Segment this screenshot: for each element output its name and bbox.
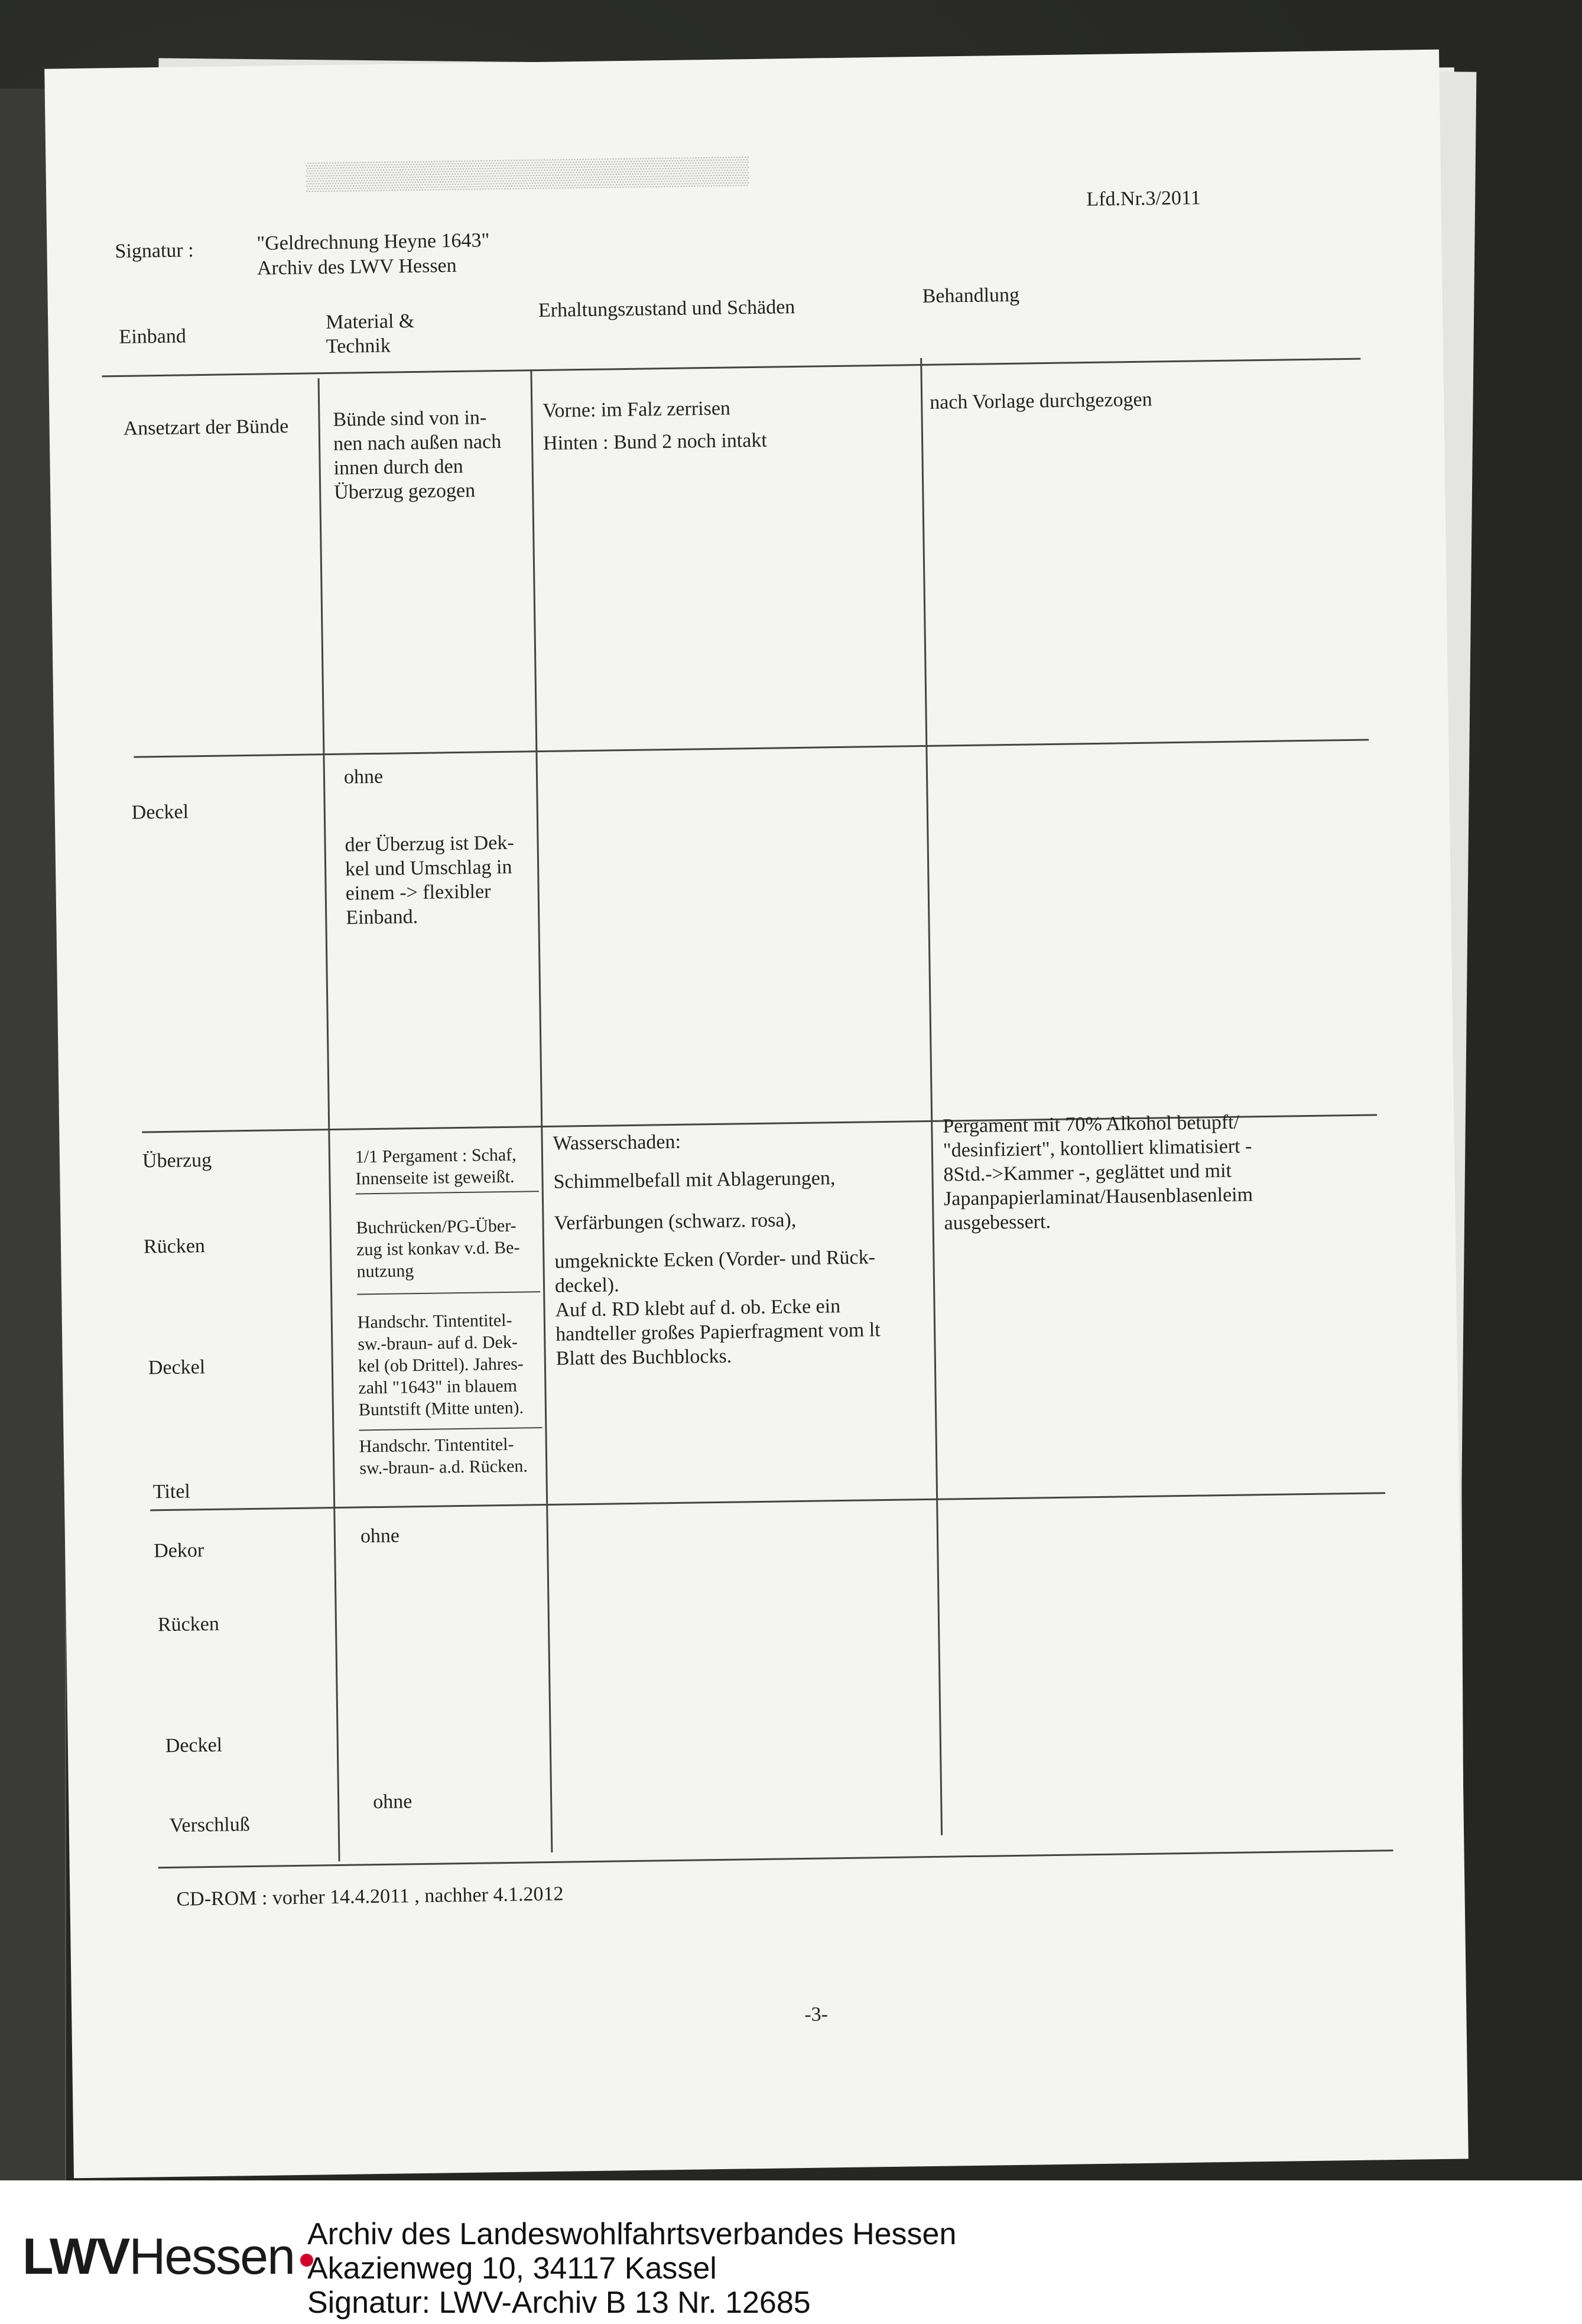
lfd-number: Lfd.Nr.3/2011 [1086, 187, 1201, 211]
row-dekor-label: Dekor [153, 1539, 204, 1562]
row-rule-1 [134, 739, 1369, 758]
schaden-2: Schimmelbefall mit Ablagerungen, [553, 1167, 836, 1193]
row-ruecken-label: Rücken [143, 1235, 206, 1258]
signatur-label: Signatur : [115, 239, 194, 263]
material-subrule-3 [359, 1427, 542, 1431]
column-rule-1 [318, 378, 340, 1861]
row-deckel-label: Deckel [131, 801, 189, 824]
archive-line: Archiv des LWV Hessen [256, 254, 457, 279]
bleed-through: ▒▒▒▒▒▒▒▒▒▒▒▒▒▒▒▒▒▒▒▒▒▒▒ [306, 154, 749, 191]
row-ansetzart-material: Bünde sind von in- nen nach außen nach innen durch den Überzug gezogen [333, 407, 502, 503]
header-zustand: Erhaltungszustand und Schäden [538, 295, 795, 322]
column-rule-2 [530, 369, 553, 1852]
schaden-1: Wasserschaden: [553, 1130, 681, 1155]
footer-line-3: Signatur: LWV-Archiv B 13 Nr. 12685 [307, 2286, 811, 2320]
cdrom-line: CD-ROM : vorher 14.4.2011 , nachher 4.1.2012 [176, 1883, 564, 1910]
row-ueberzug-material: 1/1 Pergament : Schaf, Innenseite ist geweißt. [355, 1145, 516, 1189]
row-deckel2-label: Deckel [148, 1356, 206, 1379]
header-rule [102, 358, 1360, 378]
row-titel-label: Titel [152, 1480, 191, 1503]
row-ansetzart-zustand-2: Hinten : Bund 2 noch intakt [543, 429, 768, 454]
lwv-logo [22, 2228, 313, 2286]
header-einband: Einband [119, 325, 187, 348]
logo-bold: LWV [22, 2228, 129, 2285]
row-ansetzart-label: Ansetzart der Bünde [123, 415, 289, 440]
row-dekor-ohne: ohne [360, 1525, 400, 1548]
behandlung-2: Pergament mit 70% Alkohol betupft/ "desinfiziert", kontolliert klimatisiert - 8Std.->Kammer -, geglättet und mit Japanpapierlaminat/Hausenblasenleim ausgebessert. [943, 1111, 1253, 1234]
row-rule-4 [158, 1850, 1393, 1868]
row-verschluss-ohne: ohne [372, 1790, 412, 1813]
schaden-3: Verfärbungen (schwarz. rosa), [554, 1209, 797, 1234]
row-ansetzart-zustand-1: Vorne: im Falz zerrisen [543, 397, 731, 422]
row-ueberzug-label: Überzug [142, 1149, 212, 1172]
column-rule-3 [920, 358, 943, 1835]
row-rule-3 [150, 1492, 1385, 1511]
logo-regular: Hessen [129, 2228, 294, 2285]
row-deckel-material: der Überzug ist Dek- kel und Umschlag in einem -> flexibler Einband. [345, 831, 514, 929]
footer-line-2: Akazienweg 10, 34117 Kassel [307, 2251, 717, 2286]
row-deckel3-label: Deckel [165, 1734, 223, 1757]
header-material: Material & Technik [325, 310, 415, 358]
row-ansetzart-behandlung: nach Vorlage durchgezogen [929, 388, 1152, 414]
document-page [44, 50, 1469, 2179]
row-verschluss-label: Verschluß [169, 1813, 250, 1837]
material-subrule-2 [357, 1291, 540, 1295]
row-titel-material: Handschr. Tintentitel- sw.-braun- a.d. Rücken. [359, 1434, 528, 1478]
row-ruecken3-label: Rücken [157, 1613, 220, 1636]
page-number: -3- [804, 2003, 829, 2026]
header-behandlung: Behandlung [922, 284, 1020, 307]
footer-line-1: Archiv des Landeswohlfahrtsverbandes Hessen [307, 2217, 957, 2251]
material-subrule-1 [356, 1191, 539, 1194]
schaden-4: umgeknickte Ecken (Vorder- und Rück- deckel). Auf d. RD klebt auf d. ob. Ecke ein handteller großes Papierfragment vom lt Blatt des Buchblocks. [554, 1246, 881, 1370]
signatur-value: "Geldrechnung Heyne 1643" [256, 229, 490, 255]
row-deckel-ohne: ohne [343, 765, 384, 788]
row-deckel2-material: Handschr. Tintentitel- sw.-braun- auf d. Dek- kel (ob Drittel). Jahres- zahl "1643" in blauem Buntstift (Mitte unten). [357, 1310, 524, 1420]
footer-info [307, 2217, 956, 2320]
row-ruecken-material: Buchrücken/PG-Über- zug ist konkav v.d. Be- nutzung [356, 1215, 520, 1282]
